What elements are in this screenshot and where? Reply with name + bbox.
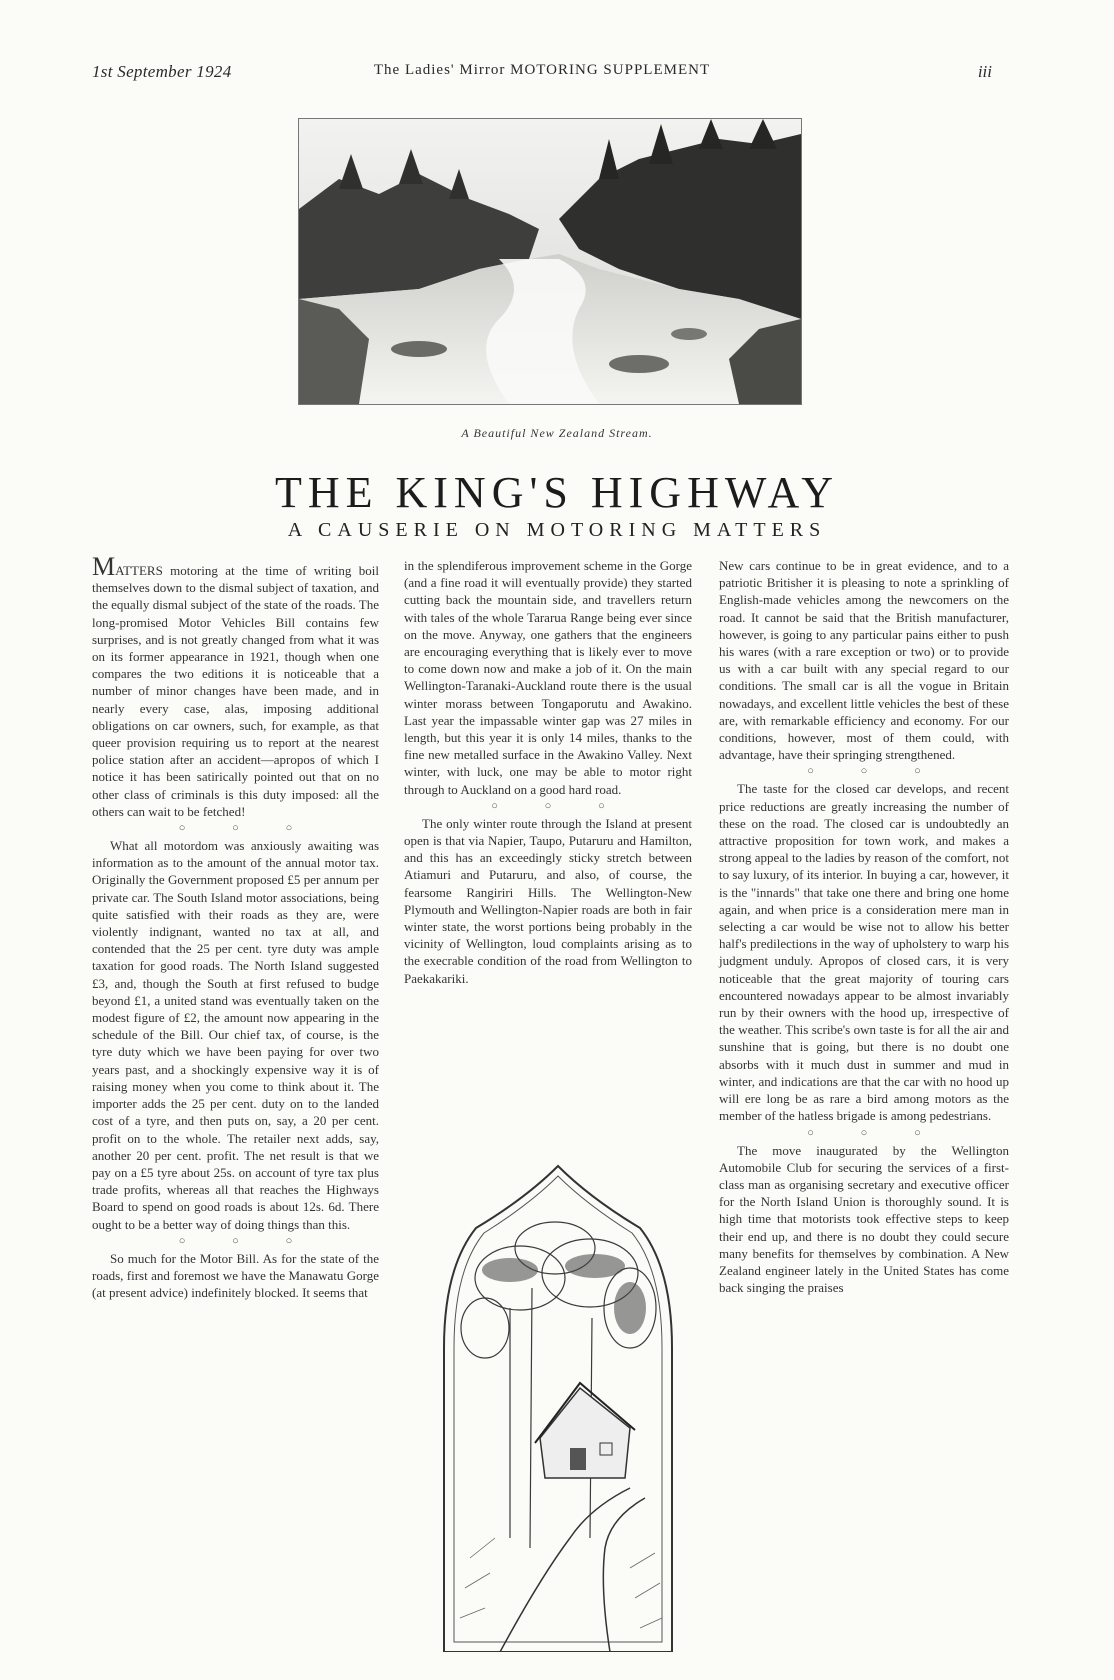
publication-title: The Ladies' Mirror MOTORING SUPPLEMENT [373,62,711,78]
stream-photograph [298,118,802,405]
paragraph: The only winter route through the Island at present open is that via Napier, Taupo, Putaruru and Hamilton, and this has an exceedingly sticky stretch between Atiamuri and Putaruru, and also, of course, the fearsome Rangiriri Hills. The Wellington-New Plymouth and Wellington-Napier roads are both in fair winter state, the worst portions being probably in the vicinity of Wellington, loud complaints arising as to the execrable condition of the road from Wellington to Paekakariki. [404,815,692,986]
section-separator: ○ ○ ○ [807,765,943,778]
paragraph: The move inaugurated by the Wellington Automobile Club for securing the services of a first-class man as organising secretary and executive officer for the North Island Union is thoroughly sound. It is high time that motorists took effective steps to keep their end up, and there is no doubt they could secure many benefits for themselves by combination. A New Zealand engineer lately in the United States has come back singing the praises [719,1142,1009,1296]
paragraph: in the splendiferous improvement scheme in the Gorge (and a fine road it will eventually provide) they started cutting back the mountain side, and travellers return with tales of the whole Tararua Range being ever since on the move. Anyway, one gathers that the engineers are encouraging everything that is likely ever to move to come down now and make a job of it. On the main Wellington-Taranaki-Auckland route there is the usual winter morass between Tongaporutu and Awakino. Last year the impassable winter gap was 27 miles in length, but this year it is only 14 miles, thanks to the fine new metalled surface in the Awakino Valley. Next winter, with luck, one may be able to motor right through to Auckland on a good hard road. [404,558,692,797]
page-number: iii [977,62,992,81]
page-header [92,62,992,86]
cottage-illustration [440,1158,676,1652]
article-column-1 [92,552,379,1301]
paragraph: The taste for the closed car develops, and recent price reductions are greatly increasing the number of these on the road. The closed car is undoubtedly an attractive proposition for town work, and makes a strong appeal to the ladies by reason of the comfort, not to say luxury, of its interior. In buying a car, however, it is the "innards" that take one there and bring one home again, and when price is a consideration mere man in selecting a car would be wise not to allow his better half's predilections in the way of upholstery to warp his judgment unduly. Apropos of closed cars, it is very noticeable that the great majority of touring cars encountered nowadays appear to be almost invariably run by their owners with the hood up, irrespective of the weather. This scribe's own taste is for all the air and sunshine that is going, but there is no doubt one absorbs with it much dust in summer and mud in winter, and indications are that the car with no hood up will ere long be as rare a bird among motors as the member of the hatless brigade is among pedestrians. [719,781,1009,1124]
article-headline: THE KING'S HIGHWAY [274,468,840,517]
article-column-2 [404,557,692,987]
section-separator: ○ ○ ○ [807,1126,943,1139]
photo-caption: A Beautiful New Zealand Stream. [461,426,653,440]
paragraph: MATTERS motoring at the time of writing boil themselves down to the dismal subject of taxation, and the equally dismal subject of the state of the roads. The long-promised Motor Vehicles Bill contains few surprises, and is not greatly changed from what it was on its former appearance in 1921, though when one compares the two editions it is noticeable that a number of minor changes have been made, and in nearly every case, alas, imposing additional obligations on car owners, such, for example, as that queer provision requiring us to report at the nearest police station after an accident—apropos of which I notice it has been satirically pointed out that on no other class of criminals is this duty imposed: all the others can wait to be fetched! [92,552,379,819]
paragraph: So much for the Motor Bill. As for the state of the roads, first and foremost we have the Manawatu Gorge (at present advice) indefinitely blocked. It seems that [92,1250,379,1301]
section-separator: ○ ○ ○ [178,822,315,835]
section-separator: ○ ○ ○ [491,799,627,812]
section-separator: ○ ○ ○ [178,1234,315,1247]
paragraph: New cars continue to be in great evidence, and to a patriotic Britisher it is pleasing to note a sprinkling of English-made vehicles among the newcomers on the road. It cannot be said that the British manufacturer, however, is going to any particular pains either to push his wares (with a rare exception or two) or to provide us with a car built with any special regard to our conditions. The small car is all the vogue in Britain nowadays, and excellent little vehicles the best of these are, with remarkable efficiency and economy. For our conditions, however, most of them could, with advantage, have their springing strengthened. [719,558,1009,763]
issue-date: 1st September 1924 [92,62,232,81]
paragraph: What all motordom was anxiously awaiting was information as to the amount of the annual motor tax. Originally the Government proposed £5 per annum per private car. The South Island motor associations, being quite satisfied with their roads as they are, were violently indignant, wanted no tax at all, and contended that the 25 per cent. tyre duty was ample taxation for good roads. The North Island suggested £3, and, though the South at first refused to budge beyond £1, a united stand was eventually taken on the modest figure of £2, the amount now appearing in the schedule of the Bill. Our chief tax, of course, is the tyre duty which we have been paying for over two years past, and a shockingly expensive way it is of raising money when you come to think about it. The importer adds the 25 per cent. duty on to the landed cost of a tyre, and then puts on, say, a 20 per cent. profit on to the whole. The retailer next adds, say, another 20 per cent. profit. The net result is that we pay on a £5 tyre about 25s. on account of tyre tax plus trade profits, whereas all that reaches the Highways Board to spend on good roads is about 12s. 6d. There ought to be a better way of doing things than this. [92,838,379,1232]
drop-cap: M [92,552,116,581]
article-column-3 [719,557,1009,1296]
article-subheadline: A CAUSERIE ON MOTORING MATTERS [287,519,827,541]
